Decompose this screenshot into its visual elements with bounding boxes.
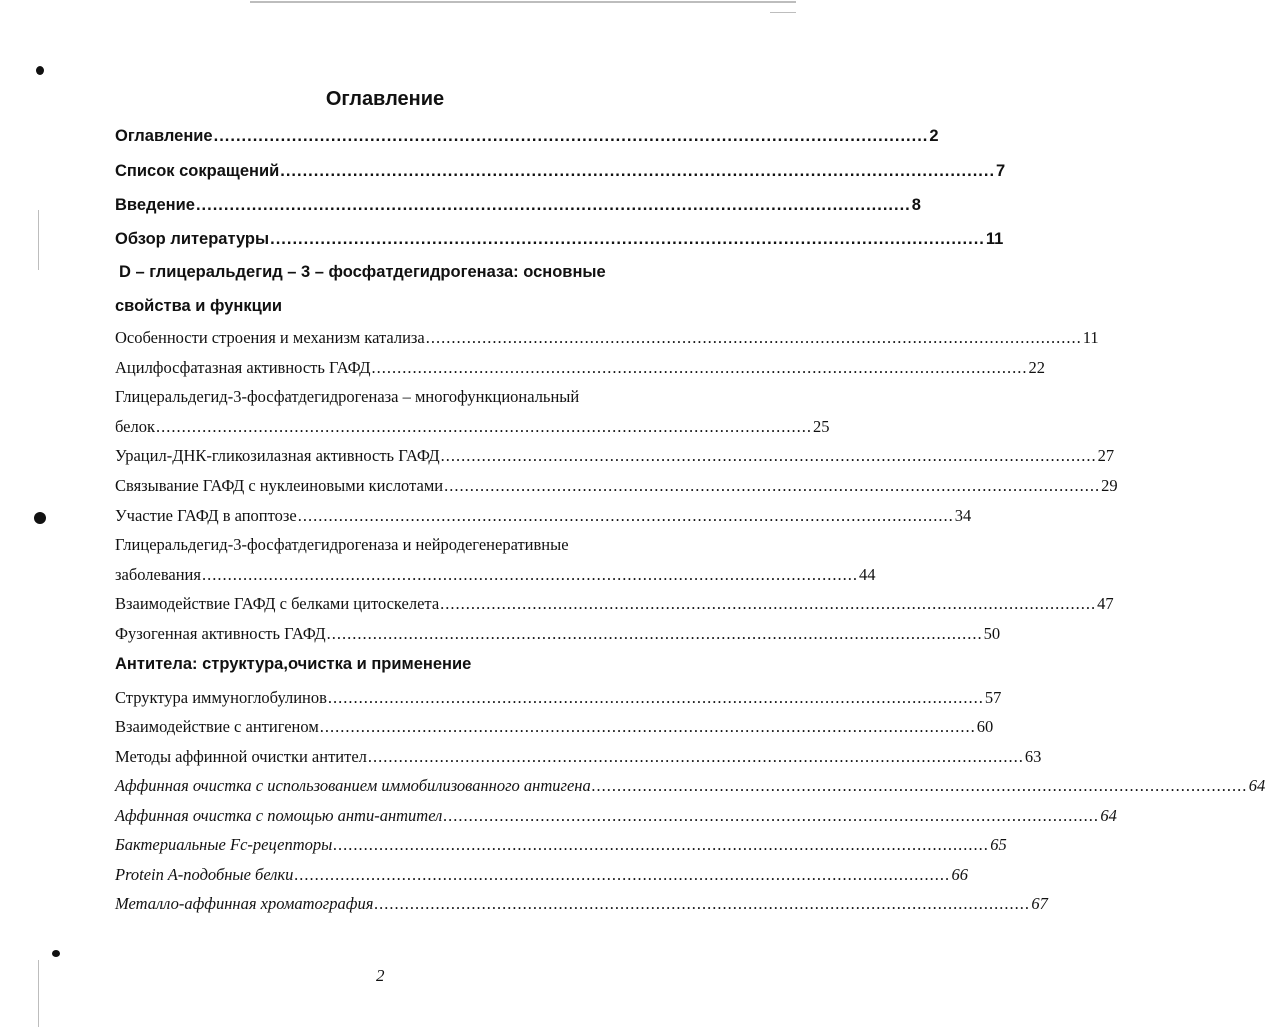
- toc-subentry-label: Особенности строения и механизм катализа: [115, 328, 425, 347]
- toc-subentry-label: Методы аффинной очистки антител: [115, 747, 367, 766]
- toc-subentry: [115, 717, 994, 737]
- toc-italic-entry-page: 64: [1248, 776, 1265, 795]
- leader-dots: ................................................................................................................................: [297, 506, 954, 525]
- toc-subentry: [115, 747, 1042, 767]
- toc-subentry: [115, 417, 830, 437]
- leader-dots: ................................................................................................................................: [425, 328, 1082, 347]
- toc-subentry-page: 22: [1028, 358, 1045, 377]
- toc-italic-entry: [115, 776, 1265, 796]
- leader-dots: ................................................................................................................................: [591, 776, 1248, 795]
- leader-dots: ................................................................................................................................: [156, 417, 813, 436]
- leader-dots: ................................................................................................................................: [327, 688, 984, 707]
- toc-subentry: [115, 624, 1001, 644]
- toc-entry-label: Список сокращений: [115, 162, 280, 180]
- toc-subentry-label: Взаимодействие ГАФД с белками цитоскелета: [115, 594, 440, 613]
- toc-italic-entry-label: Металло-аффинная хроматография: [115, 894, 374, 913]
- leader-dots: ................................................................................................................................: [440, 594, 1097, 613]
- toc-italic-entry: [115, 865, 968, 885]
- toc-italic-entry-page: 65: [990, 835, 1007, 854]
- toc-subentry-label: Участие ГАФД в апоптозе: [115, 506, 297, 525]
- toc-italic-entry-page: 64: [1100, 806, 1117, 825]
- toc-subentry-page: 50: [983, 624, 1001, 643]
- toc-subentry-label: Фузогенная активность ГАФД: [115, 624, 326, 643]
- toc-entry-label: Введение: [115, 196, 195, 214]
- toc-italic-entry: [115, 835, 1007, 855]
- toc-entry-label: Обзор литературы: [115, 230, 270, 248]
- toc-subentry-page: 47: [1097, 594, 1114, 613]
- toc-subentry: [115, 328, 1099, 348]
- toc-entry: [115, 162, 1006, 181]
- toc-italic-entry-label: Бактериальные Fc-рецепторы: [115, 835, 333, 854]
- section-heading-line1: D – глицеральдегид – 3 – фосфатдегидрогеназа: основные: [119, 263, 606, 281]
- toc-subentry-page: 34: [954, 506, 972, 525]
- toc-italic-entry-page: 67: [1031, 894, 1048, 913]
- leader-dots: ................................................................................................................................: [333, 835, 990, 854]
- scan-speck-top: [36, 66, 44, 75]
- toc-entry: [115, 230, 1004, 249]
- toc-subentry-label: заболевания: [115, 565, 201, 584]
- toc-entry-page: 2: [929, 127, 939, 145]
- toc-subentry-label: Ацилфосфатазная активность ГАФД: [115, 358, 371, 377]
- toc-subentry-page: 57: [984, 688, 1002, 707]
- toc-subentry-page: 27: [1097, 446, 1115, 465]
- toc-subentry-page: 25: [813, 417, 830, 436]
- scan-hole-punch: [34, 512, 46, 524]
- toc-subentry-page: 60: [976, 717, 994, 736]
- toc-subentry-label: Структура иммуноглобулинов: [115, 688, 327, 707]
- leader-dots: ................................................................................................................................: [280, 162, 996, 180]
- toc-italic-entry: [115, 806, 1117, 826]
- toc-subentry-page: 11: [1082, 328, 1099, 347]
- leader-dots: ................................................................................................................................: [319, 717, 976, 736]
- toc-entry: [115, 127, 939, 146]
- toc-subentry: [115, 476, 1118, 496]
- leader-dots: ................................................................................................................................: [444, 476, 1101, 495]
- toc-italic-entry-label: Protein A-подобные белки: [115, 865, 294, 884]
- toc-subentry-page: 29: [1101, 476, 1118, 495]
- toc-subentry: [115, 446, 1115, 466]
- toc-italic-entry-label: Аффинная очистка с использованием иммобилизованного антигена: [115, 776, 591, 795]
- toc-subentry-label: Связывание ГАФД с нуклеиновыми кислотами: [115, 476, 444, 495]
- leader-dots: ................................................................................................................................: [371, 358, 1028, 377]
- toc-subentry: [115, 565, 876, 585]
- toc-italic-entry-label: Аффинная очистка с помощью анти-антител: [115, 806, 443, 825]
- leader-dots: ................................................................................................................................: [440, 446, 1097, 465]
- toc-subentry-label-line1: Глицеральдегид-3-фосфатдегидрогеназа и нейродегенеративные: [115, 535, 569, 554]
- scan-edge-top: [250, 1, 796, 3]
- scan-edge-left: [38, 210, 39, 270]
- page-title: Оглавление: [325, 88, 445, 110]
- leader-dots: ................................................................................................................................: [201, 565, 858, 584]
- toc-entry-page: 8: [911, 196, 921, 214]
- page-number: 2: [376, 966, 385, 985]
- leader-dots: ................................................................................................................................: [195, 196, 911, 214]
- toc-subentry-page: 44: [858, 565, 876, 584]
- toc-subentry: [115, 506, 972, 526]
- toc-subentry: [115, 358, 1045, 378]
- toc-italic-entry: [115, 894, 1048, 914]
- section-heading-line2: свойства и функции: [115, 297, 283, 315]
- leader-dots: ................................................................................................................................: [294, 865, 951, 884]
- leader-dots: ................................................................................................................................: [367, 747, 1024, 766]
- scan-edge-top-right: [770, 12, 796, 13]
- toc-entry: [115, 196, 921, 215]
- toc-entry-page: 7: [996, 162, 1006, 180]
- section-heading: Антитела: структура,очистка и применение: [115, 655, 472, 673]
- toc-subentry: [115, 594, 1114, 614]
- leader-dots: ................................................................................................................................: [443, 806, 1100, 825]
- toc-entry-label: Оглавление: [115, 127, 213, 145]
- toc-italic-entry-page: 66: [951, 865, 968, 884]
- toc-subentry-page: 63: [1024, 747, 1042, 766]
- toc-subentry-label: Урацил-ДНК-гликозилазная активность ГАФД: [115, 446, 440, 465]
- scan-edge-left-lower: [38, 960, 39, 1027]
- toc-subentry-label: белок: [115, 417, 156, 436]
- leader-dots: ................................................................................................................................: [213, 127, 929, 145]
- toc-subentry-label: Взаимодействие с антигеном: [115, 717, 319, 736]
- toc-subentry: [115, 688, 1002, 708]
- scan-speck-bottom: [52, 950, 60, 957]
- toc-entry-page: 11: [985, 230, 1004, 248]
- leader-dots: ................................................................................................................................: [270, 230, 985, 248]
- leader-dots: ................................................................................................................................: [374, 894, 1031, 913]
- toc-subentry-label-line1: Глицеральдегид-3-фосфатдегидрогеназа – многофункциональный: [115, 387, 580, 406]
- leader-dots: ................................................................................................................................: [326, 624, 983, 643]
